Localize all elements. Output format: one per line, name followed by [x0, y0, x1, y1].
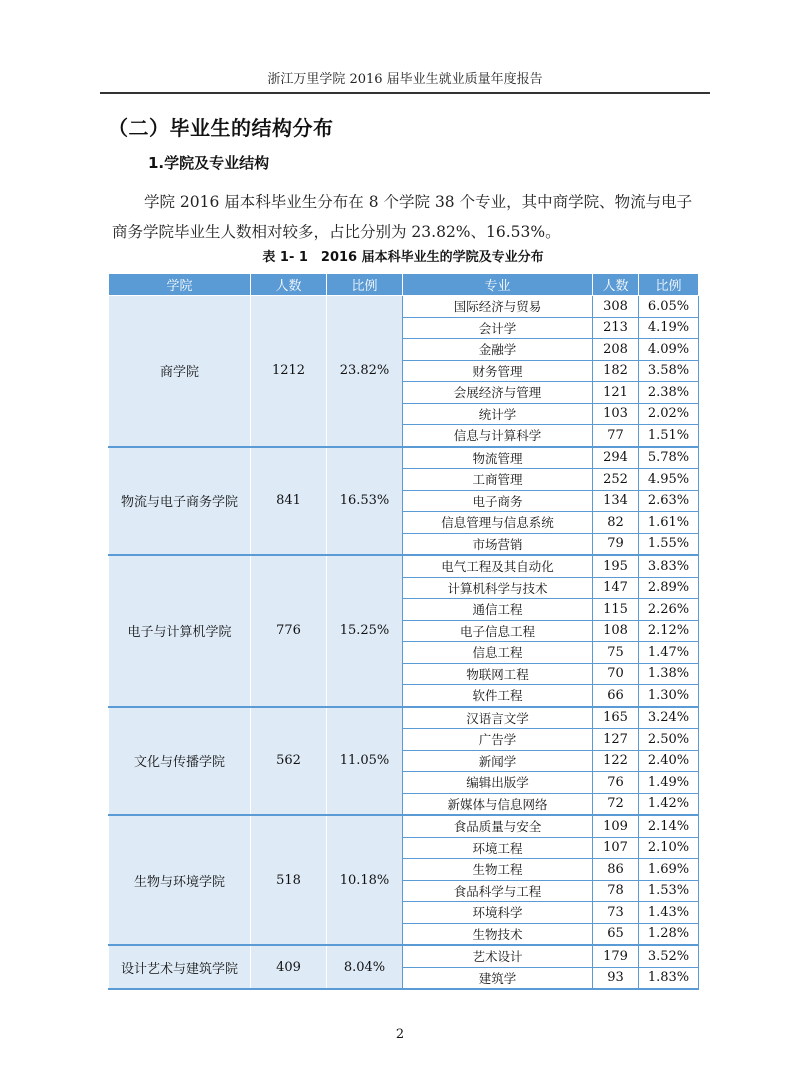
major-name: 艺术设计	[403, 945, 593, 967]
major-name: 电子信息工程	[403, 620, 593, 642]
major-ratio: 2.89%	[639, 577, 699, 599]
major-name: 会展经济与管理	[403, 382, 593, 404]
major-name: 会计学	[403, 317, 593, 339]
major-ratio: 1.28%	[639, 923, 699, 945]
major-name: 财务管理	[403, 360, 593, 382]
college-count: 841	[251, 447, 327, 556]
major-count: 93	[593, 967, 639, 989]
major-count: 308	[593, 296, 639, 318]
major-count: 65	[593, 923, 639, 945]
major-ratio: 2.63%	[639, 490, 699, 512]
major-count: 82	[593, 512, 639, 534]
major-count: 66	[593, 685, 639, 707]
major-ratio: 6.05%	[639, 296, 699, 318]
major-count: 208	[593, 339, 639, 361]
major-ratio: 3.24%	[639, 707, 699, 729]
college-name: 生物与环境学院	[109, 815, 251, 945]
table-row	[109, 815, 699, 837]
major-count: 86	[593, 859, 639, 881]
major-name: 信息工程	[403, 642, 593, 664]
major-name: 新媒体与信息网络	[403, 793, 593, 815]
major-ratio: 1.42%	[639, 793, 699, 815]
college-name: 电子与计算机学院	[109, 555, 251, 707]
major-count: 79	[593, 533, 639, 555]
major-count: 165	[593, 707, 639, 729]
major-ratio: 2.02%	[639, 403, 699, 425]
major-ratio: 1.49%	[639, 772, 699, 794]
major-name: 食品科学与工程	[403, 880, 593, 902]
running-header: 浙江万里学院 2016 届毕业生就业质量年度报告	[100, 70, 710, 94]
major-ratio: 4.09%	[639, 339, 699, 361]
major-count: 182	[593, 360, 639, 382]
major-count: 213	[593, 317, 639, 339]
major-count: 147	[593, 577, 639, 599]
major-ratio: 4.19%	[639, 317, 699, 339]
major-count: 122	[593, 750, 639, 772]
major-ratio: 1.55%	[639, 533, 699, 555]
major-name: 生物工程	[403, 859, 593, 881]
major-count: 127	[593, 729, 639, 751]
major-name: 工商管理	[403, 469, 593, 491]
major-count: 77	[593, 425, 639, 447]
major-name: 电气工程及其自动化	[403, 555, 593, 577]
college-ratio: 10.18%	[327, 815, 403, 945]
major-ratio: 2.50%	[639, 729, 699, 751]
table-row	[109, 296, 699, 318]
table-body	[109, 296, 699, 990]
college-count: 776	[251, 555, 327, 707]
major-ratio: 2.12%	[639, 620, 699, 642]
major-name: 市场营销	[403, 533, 593, 555]
college-name: 文化与传播学院	[109, 707, 251, 816]
college-name: 物流与电子商务学院	[109, 447, 251, 556]
table-row	[109, 945, 699, 967]
major-ratio: 1.38%	[639, 663, 699, 685]
major-name: 广告学	[403, 729, 593, 751]
major-ratio: 2.26%	[639, 599, 699, 621]
major-ratio: 1.51%	[639, 425, 699, 447]
college-count: 518	[251, 815, 327, 945]
major-ratio: 1.43%	[639, 902, 699, 924]
major-name: 金融学	[403, 339, 593, 361]
major-count: 252	[593, 469, 639, 491]
major-ratio: 4.95%	[639, 469, 699, 491]
major-name: 汉语言文学	[403, 707, 593, 729]
major-ratio: 1.61%	[639, 512, 699, 534]
col-header-college-count: 人数	[251, 274, 327, 296]
major-count: 72	[593, 793, 639, 815]
major-name: 新闻学	[403, 750, 593, 772]
major-ratio: 1.30%	[639, 685, 699, 707]
major-ratio: 3.58%	[639, 360, 699, 382]
major-name: 食品质量与安全	[403, 815, 593, 837]
major-count: 73	[593, 902, 639, 924]
major-name: 物流管理	[403, 447, 593, 469]
major-name: 环境工程	[403, 837, 593, 859]
major-name: 环境科学	[403, 902, 593, 924]
major-ratio: 2.10%	[639, 837, 699, 859]
major-name: 软件工程	[403, 685, 593, 707]
major-count: 115	[593, 599, 639, 621]
table-row	[109, 555, 699, 577]
major-count: 195	[593, 555, 639, 577]
college-ratio: 16.53%	[327, 447, 403, 556]
major-name: 统计学	[403, 403, 593, 425]
major-count: 108	[593, 620, 639, 642]
intro-paragraph: 学院 2016 届本科毕业生分布在 8 个学院 38 个专业，其中商学院、物流与电子商务学院毕业生人数相对较多，占比分别为 23.82%、16.53%。	[112, 193, 693, 241]
major-count: 109	[593, 815, 639, 837]
col-header-major: 专业	[403, 274, 593, 296]
major-count: 75	[593, 642, 639, 664]
col-header-college: 学院	[109, 274, 251, 296]
major-count: 76	[593, 772, 639, 794]
col-header-college-ratio: 比例	[327, 274, 403, 296]
table-row	[109, 707, 699, 729]
major-count: 121	[593, 382, 639, 404]
college-major-table	[108, 273, 699, 990]
major-count: 294	[593, 447, 639, 469]
section-title: （二）毕业生的结构分布	[108, 116, 334, 140]
major-count: 70	[593, 663, 639, 685]
major-count: 78	[593, 880, 639, 902]
college-count: 562	[251, 707, 327, 816]
major-name: 建筑学	[403, 967, 593, 989]
subsection-title: 1.学院及专业结构	[148, 154, 270, 172]
major-name: 计算机科学与技术	[403, 577, 593, 599]
major-ratio: 2.40%	[639, 750, 699, 772]
college-count: 409	[251, 945, 327, 989]
major-count: 179	[593, 945, 639, 967]
major-name: 生物技术	[403, 923, 593, 945]
major-ratio: 1.53%	[639, 880, 699, 902]
major-ratio: 2.38%	[639, 382, 699, 404]
college-ratio: 15.25%	[327, 555, 403, 707]
college-count: 1212	[251, 296, 327, 447]
major-name: 物联网工程	[403, 663, 593, 685]
major-ratio: 2.14%	[639, 815, 699, 837]
major-count: 103	[593, 403, 639, 425]
major-name: 编辑出版学	[403, 772, 593, 794]
table-header-row	[109, 274, 699, 296]
major-count: 134	[593, 490, 639, 512]
major-name: 电子商务	[403, 490, 593, 512]
major-ratio: 3.83%	[639, 555, 699, 577]
major-name: 通信工程	[403, 599, 593, 621]
table-caption: 表 1- 1 2016 届本科毕业生的学院及专业分布	[262, 250, 544, 265]
major-ratio: 1.69%	[639, 859, 699, 881]
college-name: 设计艺术与建筑学院	[109, 945, 251, 989]
major-ratio: 3.52%	[639, 945, 699, 967]
college-ratio: 11.05%	[327, 707, 403, 816]
major-name: 信息与计算科学	[403, 425, 593, 447]
major-ratio: 1.47%	[639, 642, 699, 664]
page-number: 2	[395, 1027, 405, 1042]
college-name: 商学院	[109, 296, 251, 447]
college-ratio: 23.82%	[327, 296, 403, 447]
college-ratio: 8.04%	[327, 945, 403, 989]
major-name: 信息管理与信息系统	[403, 512, 593, 534]
major-ratio: 1.83%	[639, 967, 699, 989]
major-name: 国际经济与贸易	[403, 296, 593, 318]
col-header-major-count: 人数	[593, 274, 639, 296]
table-row	[109, 447, 699, 469]
col-header-major-ratio: 比例	[639, 274, 699, 296]
major-count: 107	[593, 837, 639, 859]
major-ratio: 5.78%	[639, 447, 699, 469]
